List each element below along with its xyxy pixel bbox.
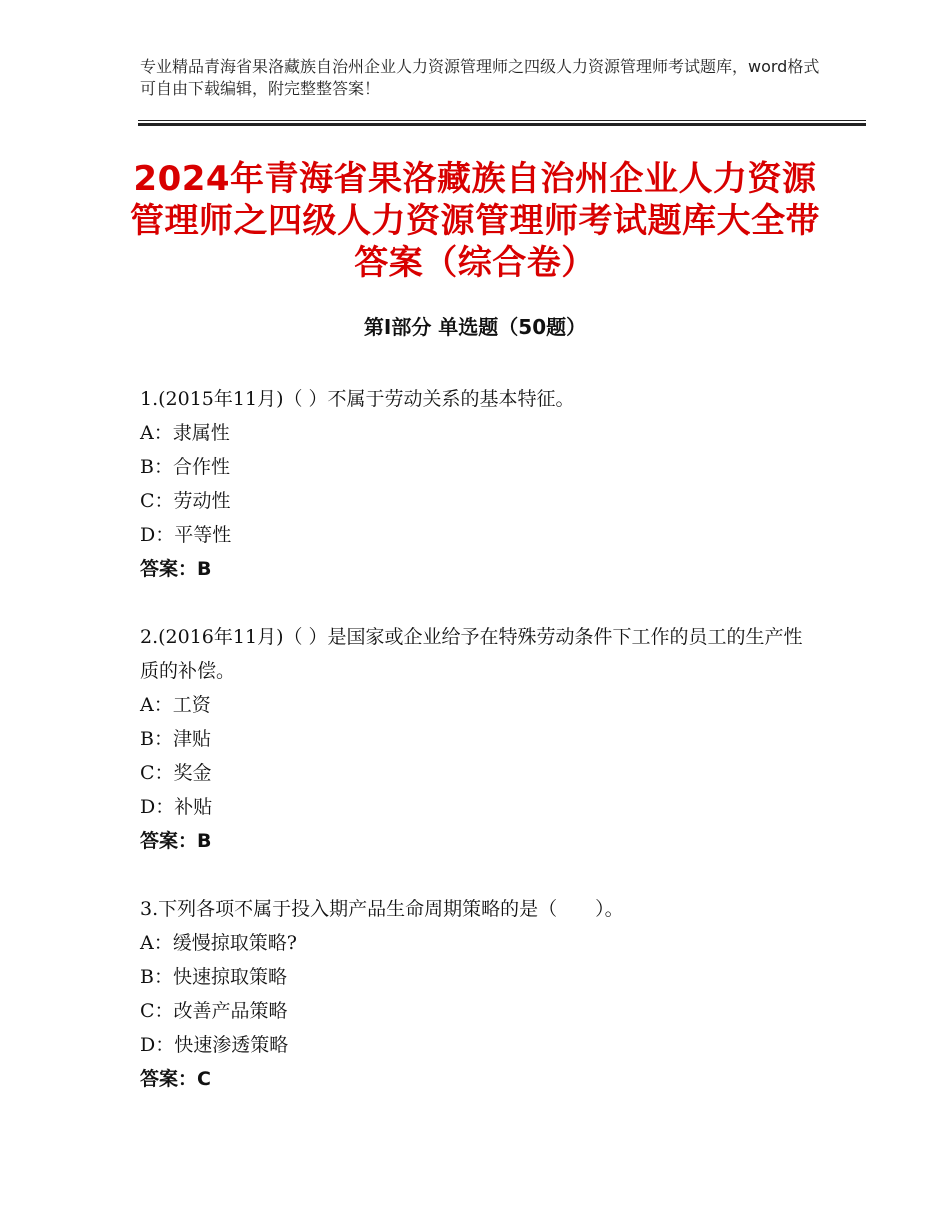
option-b: B：津贴 <box>140 728 211 750</box>
header-divider <box>138 120 866 126</box>
option-c: C：劳动性 <box>140 490 231 512</box>
section-title: 第Ⅰ部分 单选题（50题） <box>363 315 587 339</box>
answer: 答案：B <box>140 558 212 580</box>
option-b: B：合作性 <box>140 456 230 478</box>
option-c: C：改善产品策略 <box>140 1000 288 1022</box>
option-d: D：快速渗透策略 <box>140 1034 289 1056</box>
option-a: A：缓慢掠取策略? <box>140 932 297 954</box>
answer: 答案：B <box>140 830 212 852</box>
option-d: D：平等性 <box>140 524 232 546</box>
document-title: 2024年青海省果洛藏族自治州企业人力资源管理师之四级人力资源管理师考试题库大全带答案（综合卷） <box>130 159 820 283</box>
option-d: D：补贴 <box>140 796 213 818</box>
option-c: C：奖金 <box>140 762 212 784</box>
option-a: A：工资 <box>140 694 211 716</box>
header-note: 专业精品青海省果洛藏族自治州企业人力资源管理师之四级人力资源管理师考试题库，word格式可自由下载编辑，附完整整答案！ <box>140 57 820 98</box>
option-b: B：快速掠取策略 <box>140 966 287 988</box>
question-stem: 3.下列各项不属于投入期产品生命周期策略的是（ ）。 <box>140 898 624 920</box>
question-list <box>140 382 820 1096</box>
question-2 <box>140 620 820 858</box>
option-a: A：隶属性 <box>140 422 230 444</box>
answer: 答案：C <box>140 1068 211 1090</box>
question-stem: 2.(2016年11月)（ ）是国家或企业给予在特殊劳动条件下工作的员工的生产性质的补偿。 <box>140 626 803 682</box>
question-3 <box>140 892 820 1096</box>
divider-thick-line <box>138 123 866 126</box>
question-1 <box>140 382 820 586</box>
question-stem: 1.(2015年11月)（ ）不属于劳动关系的基本特征。 <box>140 388 575 410</box>
